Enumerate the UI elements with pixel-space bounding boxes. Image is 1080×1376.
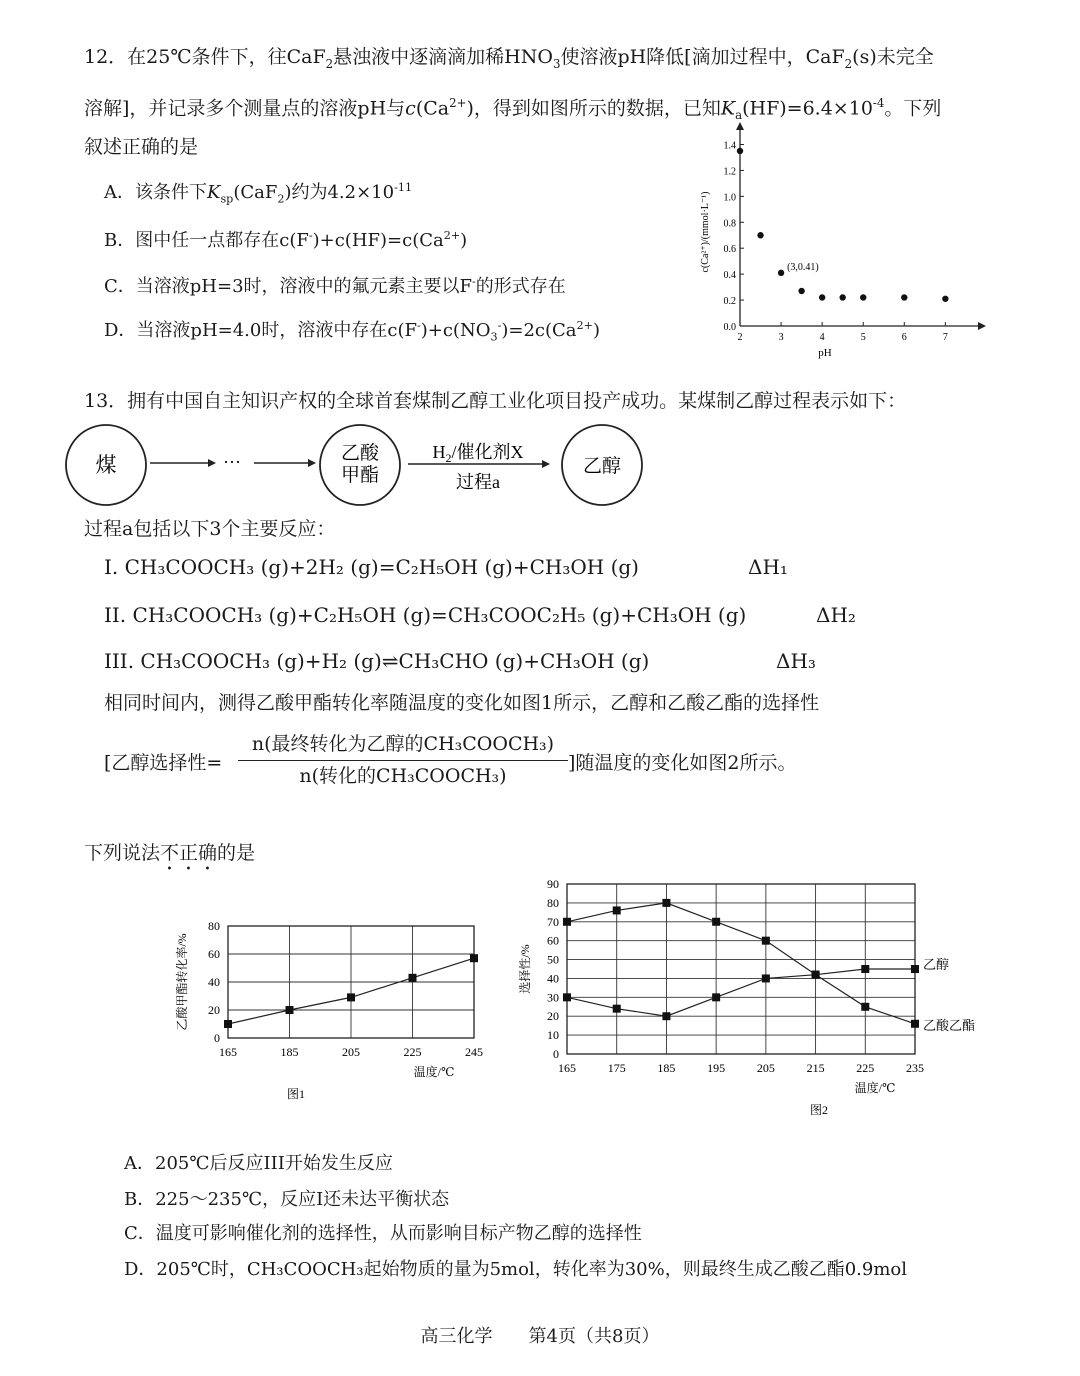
x-tick-label: 165	[219, 1045, 237, 1059]
reaction-3-enthalpy: ΔH₃	[776, 649, 816, 673]
data-point	[861, 1003, 869, 1011]
point-annotation: (3,0.41)	[787, 261, 819, 273]
q12-line3: 叙述正确的是	[84, 136, 199, 158]
x-tick-label: 225	[856, 1061, 875, 1075]
x-tick-label: 215	[806, 1061, 825, 1075]
y-tick-label: 80	[547, 895, 559, 910]
series-label: 乙醇	[923, 957, 950, 972]
data-point	[563, 993, 571, 1001]
x-axis-label: 温度/℃	[854, 1081, 896, 1095]
x-tick-label: 235	[906, 1061, 924, 1075]
ph-calcium-scatter-chart	[690, 120, 990, 370]
q13-question: 下列说法不正确的是	[84, 842, 256, 864]
methyl-acetate-label-2: 甲酯	[340, 465, 380, 486]
y-axis-label: c(Ca²⁺)/(mmol·L⁻¹)	[700, 191, 711, 273]
coal-to-ethanol-flow	[60, 418, 660, 512]
page-footer	[0, 1322, 1080, 1348]
data-point	[778, 270, 784, 276]
fraction-denominator: n(转化的CH₃COOCH₃)	[299, 765, 507, 787]
reaction-2-enthalpy: ΔH₂	[816, 603, 856, 627]
y-tick-label: 0.4	[723, 270, 736, 282]
data-point	[712, 918, 720, 926]
data-point	[901, 294, 907, 300]
y-tick-label: 50	[547, 952, 559, 967]
x-tick-label: 3	[778, 332, 784, 343]
data-point	[911, 965, 919, 973]
data-point	[737, 148, 743, 154]
x-tick-label: 205	[342, 1045, 360, 1059]
data-point	[470, 954, 478, 962]
reaction-condition: $H_2/$催化剂X	[432, 442, 524, 465]
y-tick-label: 0.6	[723, 244, 736, 256]
fraction-numerator: n(最终转化为乙醇的CH₃COOCH₃)	[238, 730, 568, 761]
q12-option-d: D．当溶液pH=4.0时，溶液中存在$c(F^-)+c(NO_3^-)=2c(Ca^{2+})$	[104, 319, 600, 344]
x-axis-arrow	[978, 322, 986, 330]
q12-line1: 12．在25℃条件下，往CaF$_2$悬浊液中逐滴滴加稀$HNO_3$使溶液pH降低[滴加过程中，CaF$_2$(s)未完全	[84, 46, 934, 71]
data-point	[757, 232, 763, 238]
x-axis-label: 温度/℃	[413, 1065, 455, 1079]
y-tick-label: 60	[208, 947, 220, 961]
y-tick-label: 20	[547, 1009, 559, 1024]
ethanol-label: 乙醇	[582, 456, 622, 477]
q13-intro: 13．拥有中国自主知识产权的全球首套煤制乙醇工业化项目投产成功。某煤制乙醇过程表示如下：	[84, 390, 907, 412]
data-point	[409, 974, 417, 982]
x-tick-label: 195	[707, 1061, 726, 1075]
data-point	[224, 1020, 232, 1028]
q13-option-d: D．205℃时，CH₃COOCH₃起始物质的量为5mol，转化率为30%，则最终生成乙酸乙酯0.9mol	[124, 1259, 907, 1280]
data-point	[563, 918, 571, 926]
arrow-head	[308, 459, 316, 467]
data-point	[812, 971, 820, 979]
reaction-2: II. CH₃COOCH₃ (g)+C₂H₅OH (g)=CH₃COOC₂H₅ (g)+CH₃OH (g)	[104, 603, 747, 627]
q13-option-b: B．225～235℃，反应I还未达平衡状态	[124, 1189, 450, 1210]
x-tick-label: 6	[901, 332, 907, 343]
data-point	[613, 1005, 621, 1013]
y-tick-label: 0.8	[723, 218, 736, 230]
y-tick-label: 0.0	[723, 322, 736, 333]
y-tick-label: 60	[547, 933, 559, 948]
y-tick-label: 0.2	[723, 296, 736, 308]
data-point	[613, 906, 621, 914]
methyl-acetate-label-1: 乙酸	[340, 443, 380, 464]
data-point	[798, 288, 804, 294]
selectivity-fraction	[238, 730, 568, 791]
y-axis-label: 选择性/%	[518, 944, 532, 994]
x-tick-label: 185	[657, 1061, 676, 1075]
selectivity-suffix: ]随温度的变化如图2所示。	[568, 752, 797, 774]
y-tick-label: 40	[208, 975, 220, 989]
q13-option-c: C．温度可影响催化剂的选择性，从而影响目标产物乙醇的选择性	[124, 1223, 642, 1244]
x-tick-label: 5	[860, 332, 866, 343]
y-tick-label: 0	[553, 1047, 559, 1061]
reaction-3: III. CH₃COOCH₃ (g)+H₂ (g)⇌CH₃CHO (g)+CH₃OH (g)	[104, 649, 650, 673]
data-point	[942, 296, 948, 302]
figure-title: 图2	[809, 1103, 829, 1117]
y-axis-label: 乙酸甲酯转化率/%	[175, 933, 189, 1031]
y-tick-label: 20	[208, 1003, 220, 1017]
x-tick-label: 2	[737, 332, 743, 343]
x-axis-label: pH	[818, 347, 832, 359]
figure-title: 图1	[286, 1087, 306, 1101]
reaction-1: I. CH₃COOCH₃ (g)+2H₂ (g)=C₂H₅OH (g)+CH₃OH (g)	[104, 555, 639, 579]
y-tick-label: 40	[547, 971, 559, 986]
data-point	[762, 974, 770, 982]
y-tick-label: 90	[547, 877, 559, 891]
y-tick-label: 30	[547, 990, 559, 1005]
x-tick-label: 165	[558, 1061, 576, 1075]
x-tick-label: 7	[942, 332, 948, 343]
y-tick-label: 10	[547, 1028, 559, 1043]
data-point	[861, 965, 869, 973]
figure-2-selectivity-chart	[515, 872, 1005, 1122]
data-point	[762, 937, 770, 945]
y-tick-label: 80	[208, 919, 220, 933]
x-tick-label: 205	[756, 1061, 775, 1075]
x-tick-label: 175	[607, 1061, 626, 1075]
footer-subject: 高三化学	[420, 1326, 493, 1347]
selectivity-prefix: [乙醇选择性=	[104, 752, 223, 774]
q13-option-a: A．205℃后反应III开始发生反应	[124, 1153, 393, 1174]
coal-label: 煤	[95, 453, 117, 477]
x-tick-label: 185	[280, 1045, 299, 1059]
q12-option-a: A．该条件下$K_{sp}(CaF_2)$约为$4.2\times 10^{-11}$	[104, 181, 413, 206]
data-point	[662, 899, 670, 907]
figure-1-conversion-chart	[170, 908, 500, 1123]
process-intro: 过程a包括以下3个主要反应：	[84, 518, 336, 540]
footer-page: 第4页（共8页）	[528, 1326, 660, 1347]
y-tick-label: 70	[547, 914, 559, 929]
x-tick-label: 4	[819, 332, 825, 343]
x-tick-label: 245	[465, 1045, 483, 1059]
flow-dots: ···	[223, 452, 241, 472]
y-tick-label: 0	[214, 1031, 220, 1045]
q12-option-c: C．当溶液pH=3时，溶液中的氟元素主要以F-的形式存在	[104, 275, 566, 297]
x-tick-label: 225	[403, 1045, 422, 1059]
y-tick-label: 1.2	[723, 166, 736, 178]
data-point	[662, 1012, 670, 1020]
data-point	[819, 294, 825, 300]
y-tick-label: 1.4	[723, 140, 736, 152]
q12-option-b: B．图中任一点都存在$c(F^-)+c(HF)=c(Ca^{2+})$	[104, 229, 468, 251]
data-point	[286, 1006, 294, 1014]
data-point	[347, 993, 355, 1001]
data-point	[860, 294, 866, 300]
y-tick-label: 1.0	[723, 192, 736, 204]
process-a-label: 过程a	[456, 472, 500, 492]
reaction-1-enthalpy: ΔH₁	[748, 555, 788, 579]
arrow-head	[208, 459, 216, 467]
data-point	[839, 294, 845, 300]
arrow-head	[542, 460, 550, 468]
series-label: 乙酸乙酯	[923, 1017, 976, 1033]
selectivity-description: 相同时间内，测得乙酸甲酯转化率随温度的变化如图1所示，乙醇和乙酸乙酯的选择性	[104, 692, 820, 714]
y-axis-arrow	[736, 122, 744, 130]
q12-line2: 溶解]，并记录多个测量点的溶液pH与$c(Ca^{2+})$，得到如图所示的数据，已知$K_a(HF)=6.4\times 10^{-4}$。下列	[84, 96, 942, 123]
data-point	[911, 1020, 919, 1028]
data-point	[712, 993, 720, 1001]
